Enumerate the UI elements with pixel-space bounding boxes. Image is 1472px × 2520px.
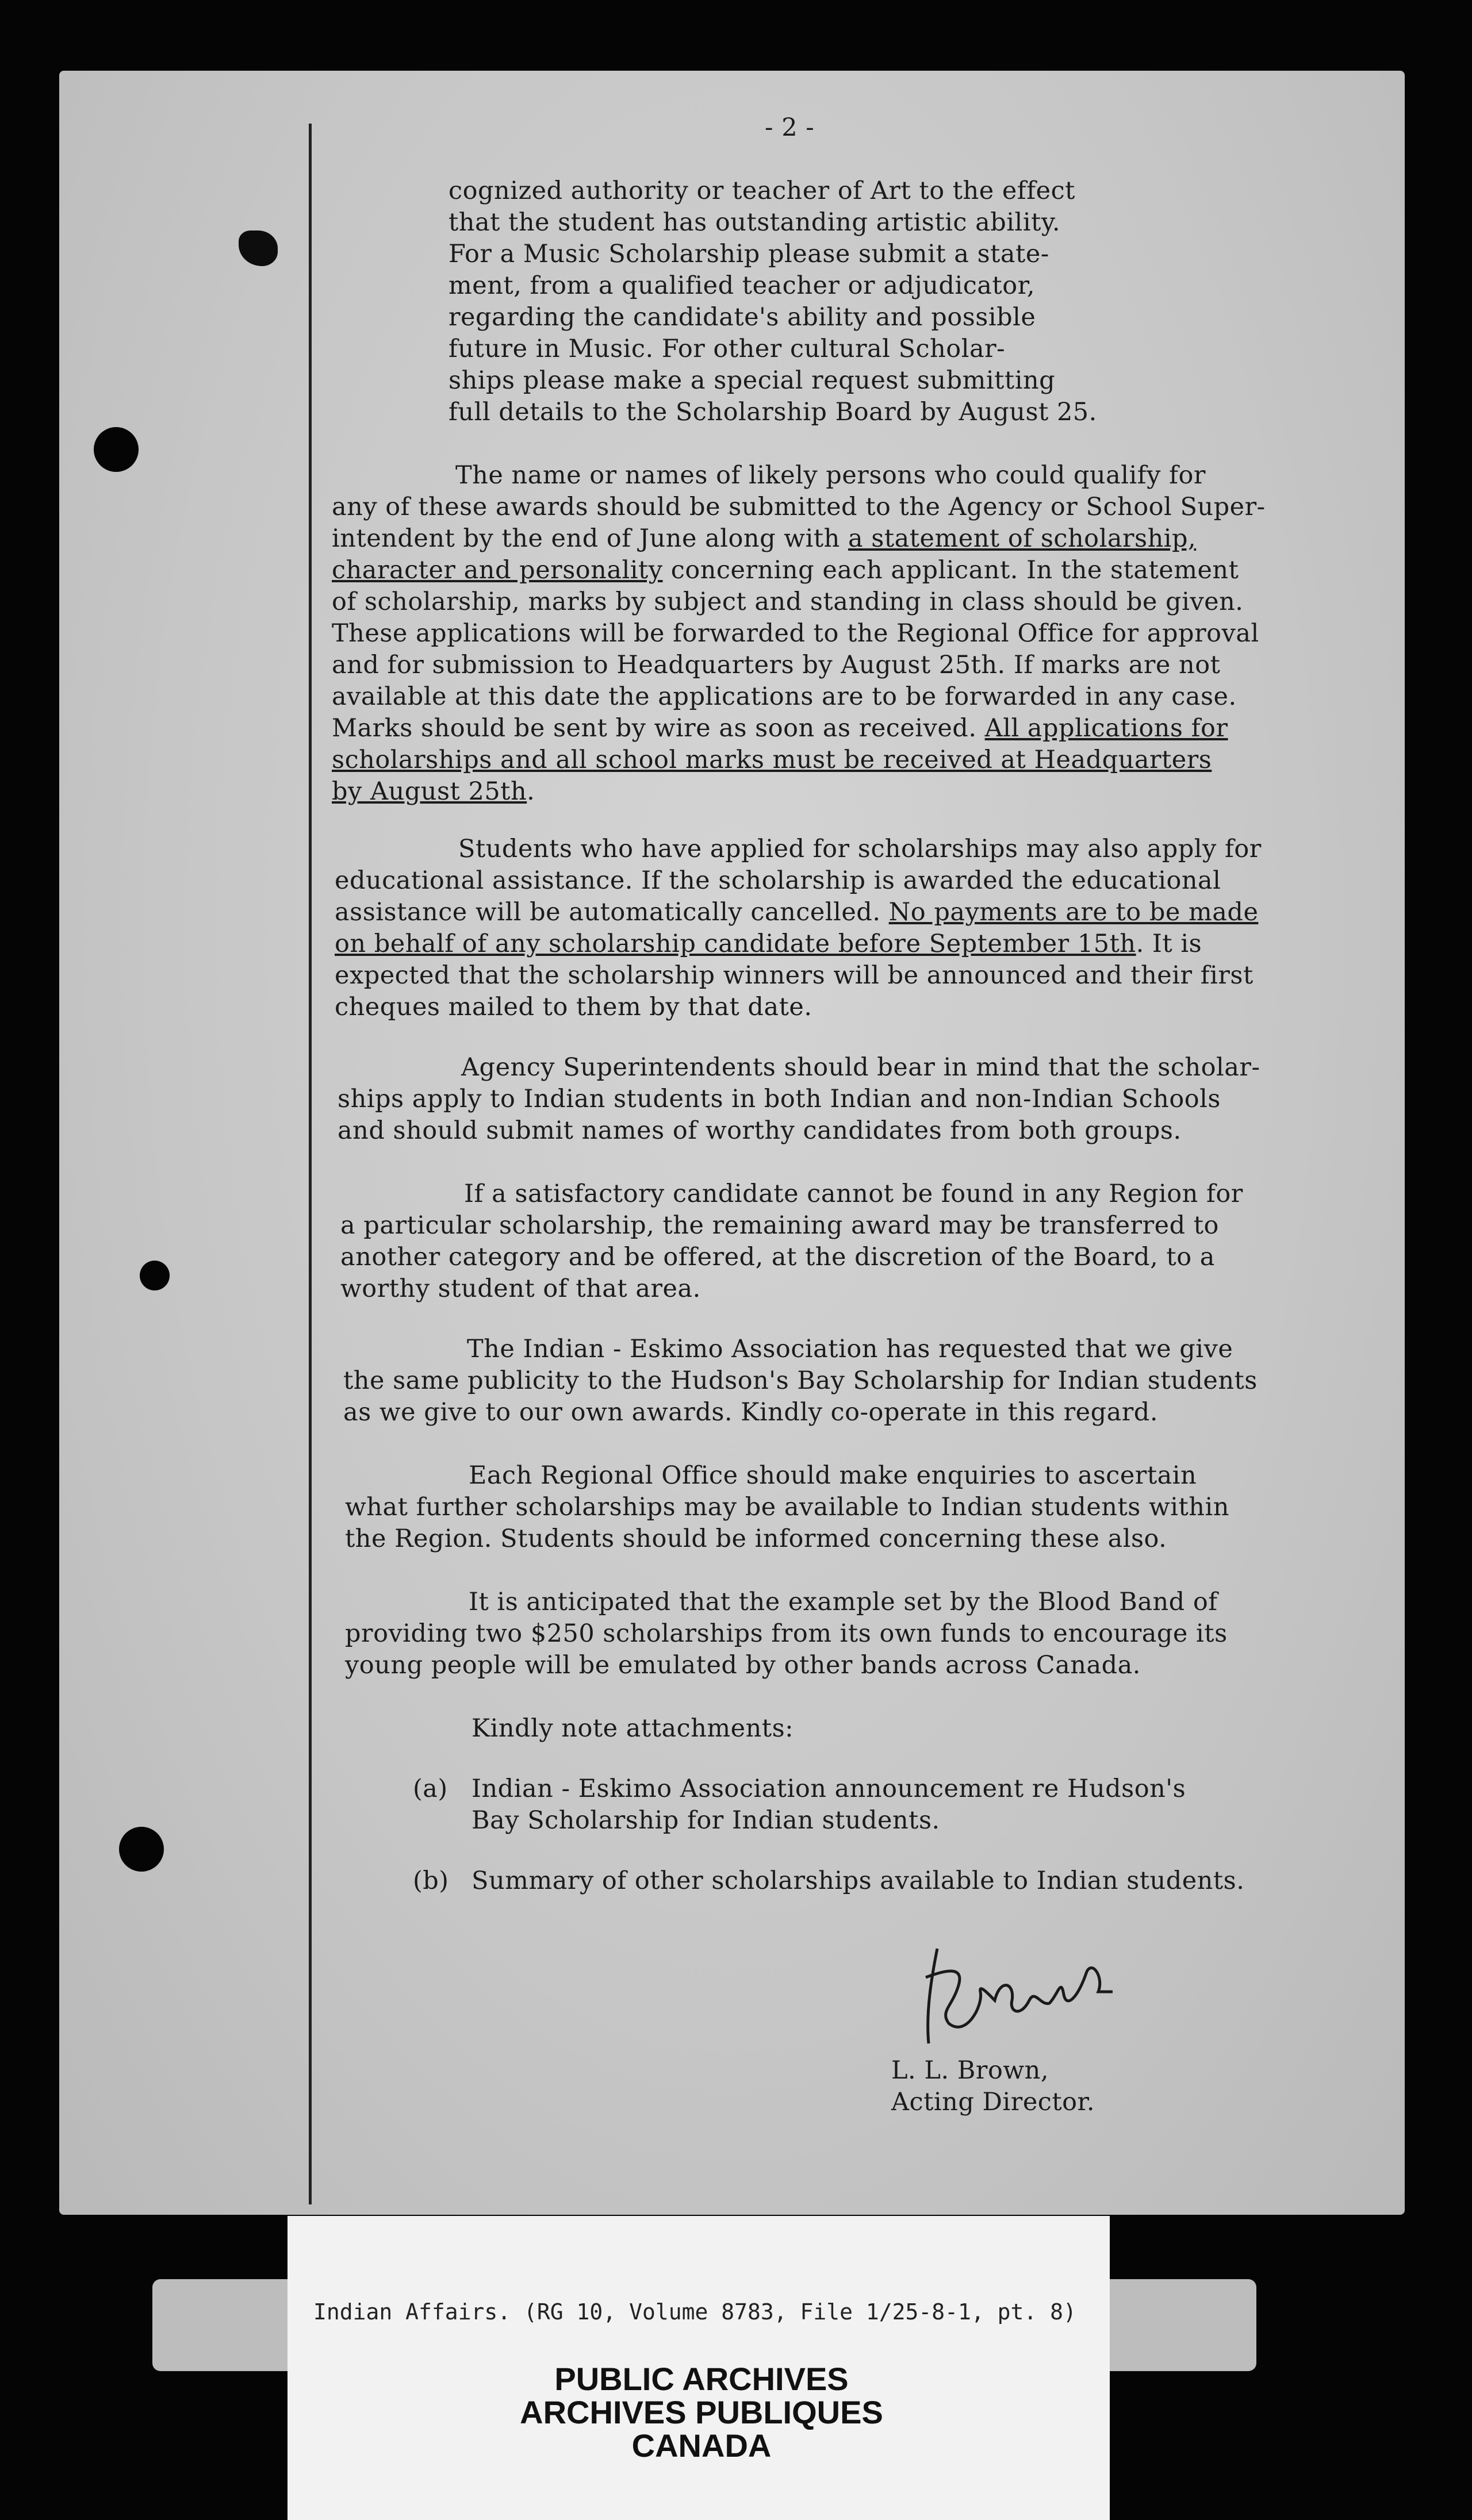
paragraph-text: If a satisfactory candidate cannot be found in any Region for xyxy=(464,1180,1243,1208)
paragraph-line: and for submission to Headquarters by August 25th. If marks are not xyxy=(332,651,1221,679)
paragraph-line xyxy=(345,1460,1229,1492)
punch-hole-top xyxy=(94,427,139,472)
signer-name: L. L. Brown, xyxy=(891,2056,1049,2085)
paragraph-7 xyxy=(345,1460,1229,1555)
paragraph-line: These applications will be forwarded to the Regional Office for approval xyxy=(332,619,1259,648)
archive-label-left-tab xyxy=(152,2279,290,2371)
paragraph-line xyxy=(332,776,1266,808)
paragraph-line xyxy=(332,460,1266,491)
paragraph-line: the same publicity to the Hudson's Bay Scholarship for Indian students xyxy=(343,1366,1258,1395)
paragraph-text: The name or names of likely persons who could qualify for xyxy=(455,461,1206,490)
underlined-text: character and personality xyxy=(332,556,663,585)
paragraph-4 xyxy=(338,1052,1260,1147)
paragraph-5 xyxy=(340,1178,1243,1305)
paragraph-6 xyxy=(343,1334,1258,1428)
paragraph-line xyxy=(332,744,1266,776)
attachment-a-text-continued: Bay Scholarship for Indian students. xyxy=(471,1806,940,1835)
paragraph-text: assistance will be automatically cancelled. xyxy=(335,898,889,927)
paragraph-text: Marks should be sent by wire as soon as received. xyxy=(332,714,985,743)
tear-mark xyxy=(239,231,278,266)
archive-label-right-tab xyxy=(1107,2279,1256,2371)
archive-citation: Indian Affairs. (RG 10, Volume 8783, File 1/25-8-1, pt. 8) xyxy=(313,2299,1076,2325)
paragraph-line: educational assistance. If the scholarship is awarded the educational xyxy=(335,866,1221,895)
paragraph-line: available at this date the applications are to be forwarded in any case. xyxy=(332,682,1237,711)
paragraph-line: young people will be emulated by other bands across Canada. xyxy=(345,1651,1141,1680)
stamp-line-2: ARCHIVES PUBLIQUES xyxy=(520,2394,883,2430)
paragraph-line xyxy=(343,1334,1258,1365)
paragraph-line xyxy=(332,523,1266,555)
attachment-b-label: (b) xyxy=(413,1866,449,1895)
paragraph-line: ships please make a special request submitting xyxy=(448,366,1056,395)
paragraph-line: as we give to our own awards. Kindly co-operate in this regard. xyxy=(343,1398,1158,1427)
paragraph-line: a particular scholarship, the remaining award may be transferred to xyxy=(340,1211,1219,1240)
paragraph-line: that the student has outstanding artistic ability. xyxy=(448,208,1061,237)
paragraph-line: of scholarship, marks by subject and standing in class should be given. xyxy=(332,587,1244,616)
paragraph-text: . It is xyxy=(1136,929,1202,958)
paragraph-text: concerning each applicant. In the statement xyxy=(662,556,1239,585)
archive-stamp xyxy=(414,2362,989,2463)
underlined-text: No payments are to be made xyxy=(888,898,1259,927)
paragraph-line xyxy=(338,1052,1260,1084)
paragraph-text: Agency Superintendents should bear in mind that the scholar- xyxy=(461,1053,1260,1082)
paragraph-3 xyxy=(335,833,1262,1023)
attachment-b xyxy=(413,1865,1244,1897)
paragraph-text: intendent by the end of June along with xyxy=(332,524,848,553)
paragraph-line: cognized authority or teacher of Art to the effect xyxy=(448,176,1075,205)
paragraph-line xyxy=(335,833,1262,865)
punch-hole-bottom xyxy=(119,1827,164,1872)
paragraph-line: cheques mailed to them by that date. xyxy=(335,993,812,1021)
stamp-line-1: PUBLIC ARCHIVES xyxy=(554,2361,849,2397)
paragraph-text: The Indian - Eskimo Association has requested that we give xyxy=(467,1335,1233,1363)
attachment-b-text: Summary of other scholarships available to Indian students. xyxy=(471,1866,1245,1895)
attachments-intro: Kindly note attachments: xyxy=(471,1714,794,1743)
paragraph-line xyxy=(335,928,1262,960)
punch-hole-middle xyxy=(140,1261,170,1290)
page-number: - 2 - xyxy=(765,113,815,142)
paragraph-line: full details to the Scholarship Board by August 25. xyxy=(448,398,1097,427)
signer-title: Acting Director. xyxy=(891,2088,1095,2116)
underlined-text: by August 25th xyxy=(332,777,527,806)
attachment-a-text: Indian - Eskimo Association announcement re Hudson's xyxy=(471,1774,1186,1803)
paragraph-line: ment, from a qualified teacher or adjudicator, xyxy=(448,271,1036,300)
paragraph-line: worthy student of that area. xyxy=(340,1274,701,1303)
paragraph-line: any of these awards should be submitted to the Agency or School Super- xyxy=(332,493,1266,521)
attachment-a xyxy=(413,1773,1186,1837)
margin-rule xyxy=(309,124,312,2204)
paragraph-line: and should submit names of worthy candidates from both groups. xyxy=(338,1116,1182,1145)
paragraph-text: Each Regional Office should make enquiries to ascertain xyxy=(469,1461,1197,1490)
paragraph-line: the Region. Students should be informed concerning these also. xyxy=(345,1524,1167,1553)
underlined-text: All applications for xyxy=(984,714,1228,743)
paragraph-line: For a Music Scholarship please submit a state- xyxy=(448,240,1049,268)
paragraph-line xyxy=(332,713,1266,744)
paragraph-line xyxy=(335,897,1262,928)
paragraph-line: expected that the scholarship winners will be announced and their first xyxy=(335,961,1254,990)
paragraph-line: ships apply to Indian students in both Indian and non-Indian Schools xyxy=(338,1085,1221,1113)
paragraph-line: regarding the candidate's ability and possible xyxy=(448,303,1036,332)
underlined-text: a statement of scholarship, xyxy=(848,524,1197,553)
paragraph-line xyxy=(332,555,1266,586)
paragraph-line: future in Music. For other cultural Scholar- xyxy=(448,335,1006,363)
paragraph-line: providing two $250 scholarships from its own funds to encourage its xyxy=(345,1619,1228,1648)
paragraph-line: another category and be offered, at the discretion of the Board, to a xyxy=(340,1243,1215,1271)
paragraph-text: Students who have applied for scholarships may also apply for xyxy=(458,835,1262,863)
paragraph-text: . xyxy=(527,777,535,806)
underlined-text: scholarships and all school marks must be received at Headquarters xyxy=(332,746,1212,774)
paragraph-8 xyxy=(345,1586,1228,1681)
paragraph-text: It is anticipated that the example set by the Blood Band of xyxy=(469,1588,1218,1616)
handwritten-signature xyxy=(914,1937,1127,2052)
stamp-line-3: CANADA xyxy=(631,2427,772,2464)
paragraph-line: what further scholarships may be available to Indian students within xyxy=(345,1493,1229,1522)
paragraph-line xyxy=(345,1586,1228,1618)
underlined-text: on behalf of any scholarship candidate before September 15th xyxy=(335,929,1136,958)
paragraph-2 xyxy=(332,460,1266,808)
paragraph-line xyxy=(340,1178,1243,1210)
attachment-a-label: (a) xyxy=(413,1774,448,1803)
paragraph-1 xyxy=(448,175,1097,428)
